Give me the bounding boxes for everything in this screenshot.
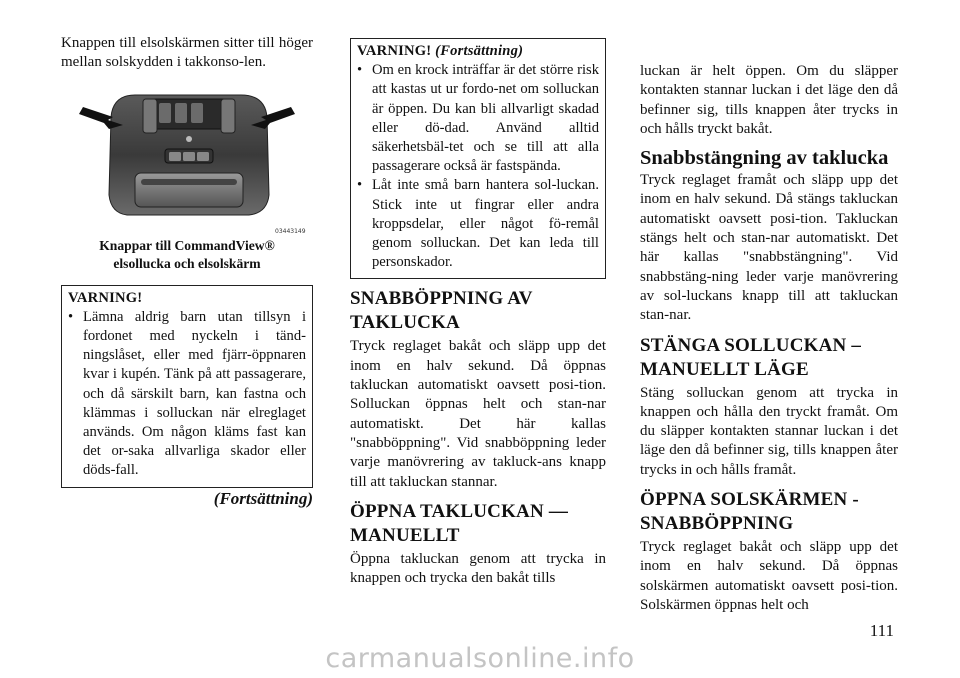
warning-item: • Om en krock inträffar är det större risk att kastas ut ur fordo-net om solluckan är öppen. Du kan bli allvarligt skadad eller dö-dad. Använd alltid säkerhetsbäl-tet och se till att alla passagerare också är fastspända. xyxy=(357,61,599,176)
warning-box-2 xyxy=(350,38,606,279)
column-middle xyxy=(350,38,606,588)
figure-code: 03443149 xyxy=(275,227,306,235)
section-heading-snabbstangning: Snabbstängning av taklucka xyxy=(640,147,889,170)
warning-item: • Lämna aldrig barn utan tillsyn i fordonet med nyckeln i tänd-ningslåset, eller med fjärr-öppnaren kvar i kupén. Tänk på att passagerare, och då särskilt barn, kan fastna och klämmas i solluckan när elreglaget används. Om någon kläms fast kan det or-saka allvarliga skador eller döds-fall. xyxy=(68,308,306,481)
section-heading-solskarm: ÖPPNA SOLSKÄRMEN - SNABBÖPPNING xyxy=(640,489,859,535)
warning-list xyxy=(68,308,306,481)
page-number: 111 xyxy=(869,621,894,640)
paragraph-stanga-manuellt: Stäng solluckan genom att trycka in knappen och hålla den tryckt framåt. Om du släpper kontakten stannar luckan i det läge den då befinner sig, tills knappen åter trycks in och hålls framåt. xyxy=(640,384,898,478)
warning-heading: VARNING! xyxy=(68,289,143,306)
warning-heading-text: VARNING! xyxy=(357,43,432,59)
overhead-console-illustration xyxy=(61,87,313,237)
warning-item: • Låt inte små barn hantera sol-luckan. Stick inte ut fingrar eller andra kroppsdelar, eller något fö-remål genom solluckan. Det kan leda till personskador. xyxy=(357,176,599,272)
warning-heading-cont: (Fortsättning) xyxy=(435,43,524,59)
caption-line-1: Knappar till CommandView® xyxy=(99,237,275,253)
column-right xyxy=(640,62,898,615)
warning-heading-continued xyxy=(357,42,599,61)
figure-caption xyxy=(61,237,313,273)
section-heading-snabboppning: SNABBÖPPNING AV TAKLUCKA xyxy=(350,288,533,334)
overhead-console-figure xyxy=(61,87,313,237)
paragraph-continued: luckan är helt öppen. Om du släpper kontakten stannar luckan i det läge den då befinner sig, tills knappen åter trycks in och hålls tryckt bakåt. xyxy=(640,63,898,137)
section-heading-oppna-manuellt: ÖPPNA TAKLUCKAN — MANUELLT xyxy=(350,500,569,546)
intro-paragraph: Knappen till elsolskärmen sitter till höger mellan solskydden i takkonso-len. xyxy=(61,35,313,71)
paragraph-solskarm: Tryck reglaget bakåt och släpp upp det inom en halv sekund. Då öppnas solskärmen automatiskt oavsett posi-tion. Solskärmen öppnas helt och xyxy=(640,539,898,613)
warning-list xyxy=(357,61,599,272)
watermark: carmanualsonline.info xyxy=(325,643,635,674)
continuation-label: (Fortsättning) xyxy=(213,488,313,508)
paragraph-snabboppning: Tryck reglaget bakåt och släpp upp det inom en halv sekund. Då öppnas takluckan automatiskt oavsett posi-tion. Solluckan öppnas helt och stan-nar automatiskt. Det här kallas "snabböppning". Vid snabböppning leder varje manövrering av takluck-ans knapp till att takluckan stannar. xyxy=(350,338,606,490)
column-left xyxy=(61,34,313,509)
warning-box-1 xyxy=(61,285,313,488)
paragraph-snabbstangning: Tryck reglaget framåt och släpp upp det inom en halv sekund. Då stängs takluckan automatiskt oavsett posi-tion. Takluckan stängs helt och stan-nar automatiskt. Det här kallas "snabbstängning". Vid snabbstäng-ning leder varje manövrering av sol-luckans knapp till att takluckan stan-nar. xyxy=(640,172,898,324)
caption-line-2: elsollucka och elsolskärm xyxy=(113,255,261,271)
section-heading-stanga-manuellt: STÄNGA SOLLUCKAN – MANUELLT LÄGE xyxy=(640,334,862,380)
paragraph-oppna-manuellt: Öppna takluckan genom att trycka in knappen och trycka den bakåt tills xyxy=(350,550,606,587)
